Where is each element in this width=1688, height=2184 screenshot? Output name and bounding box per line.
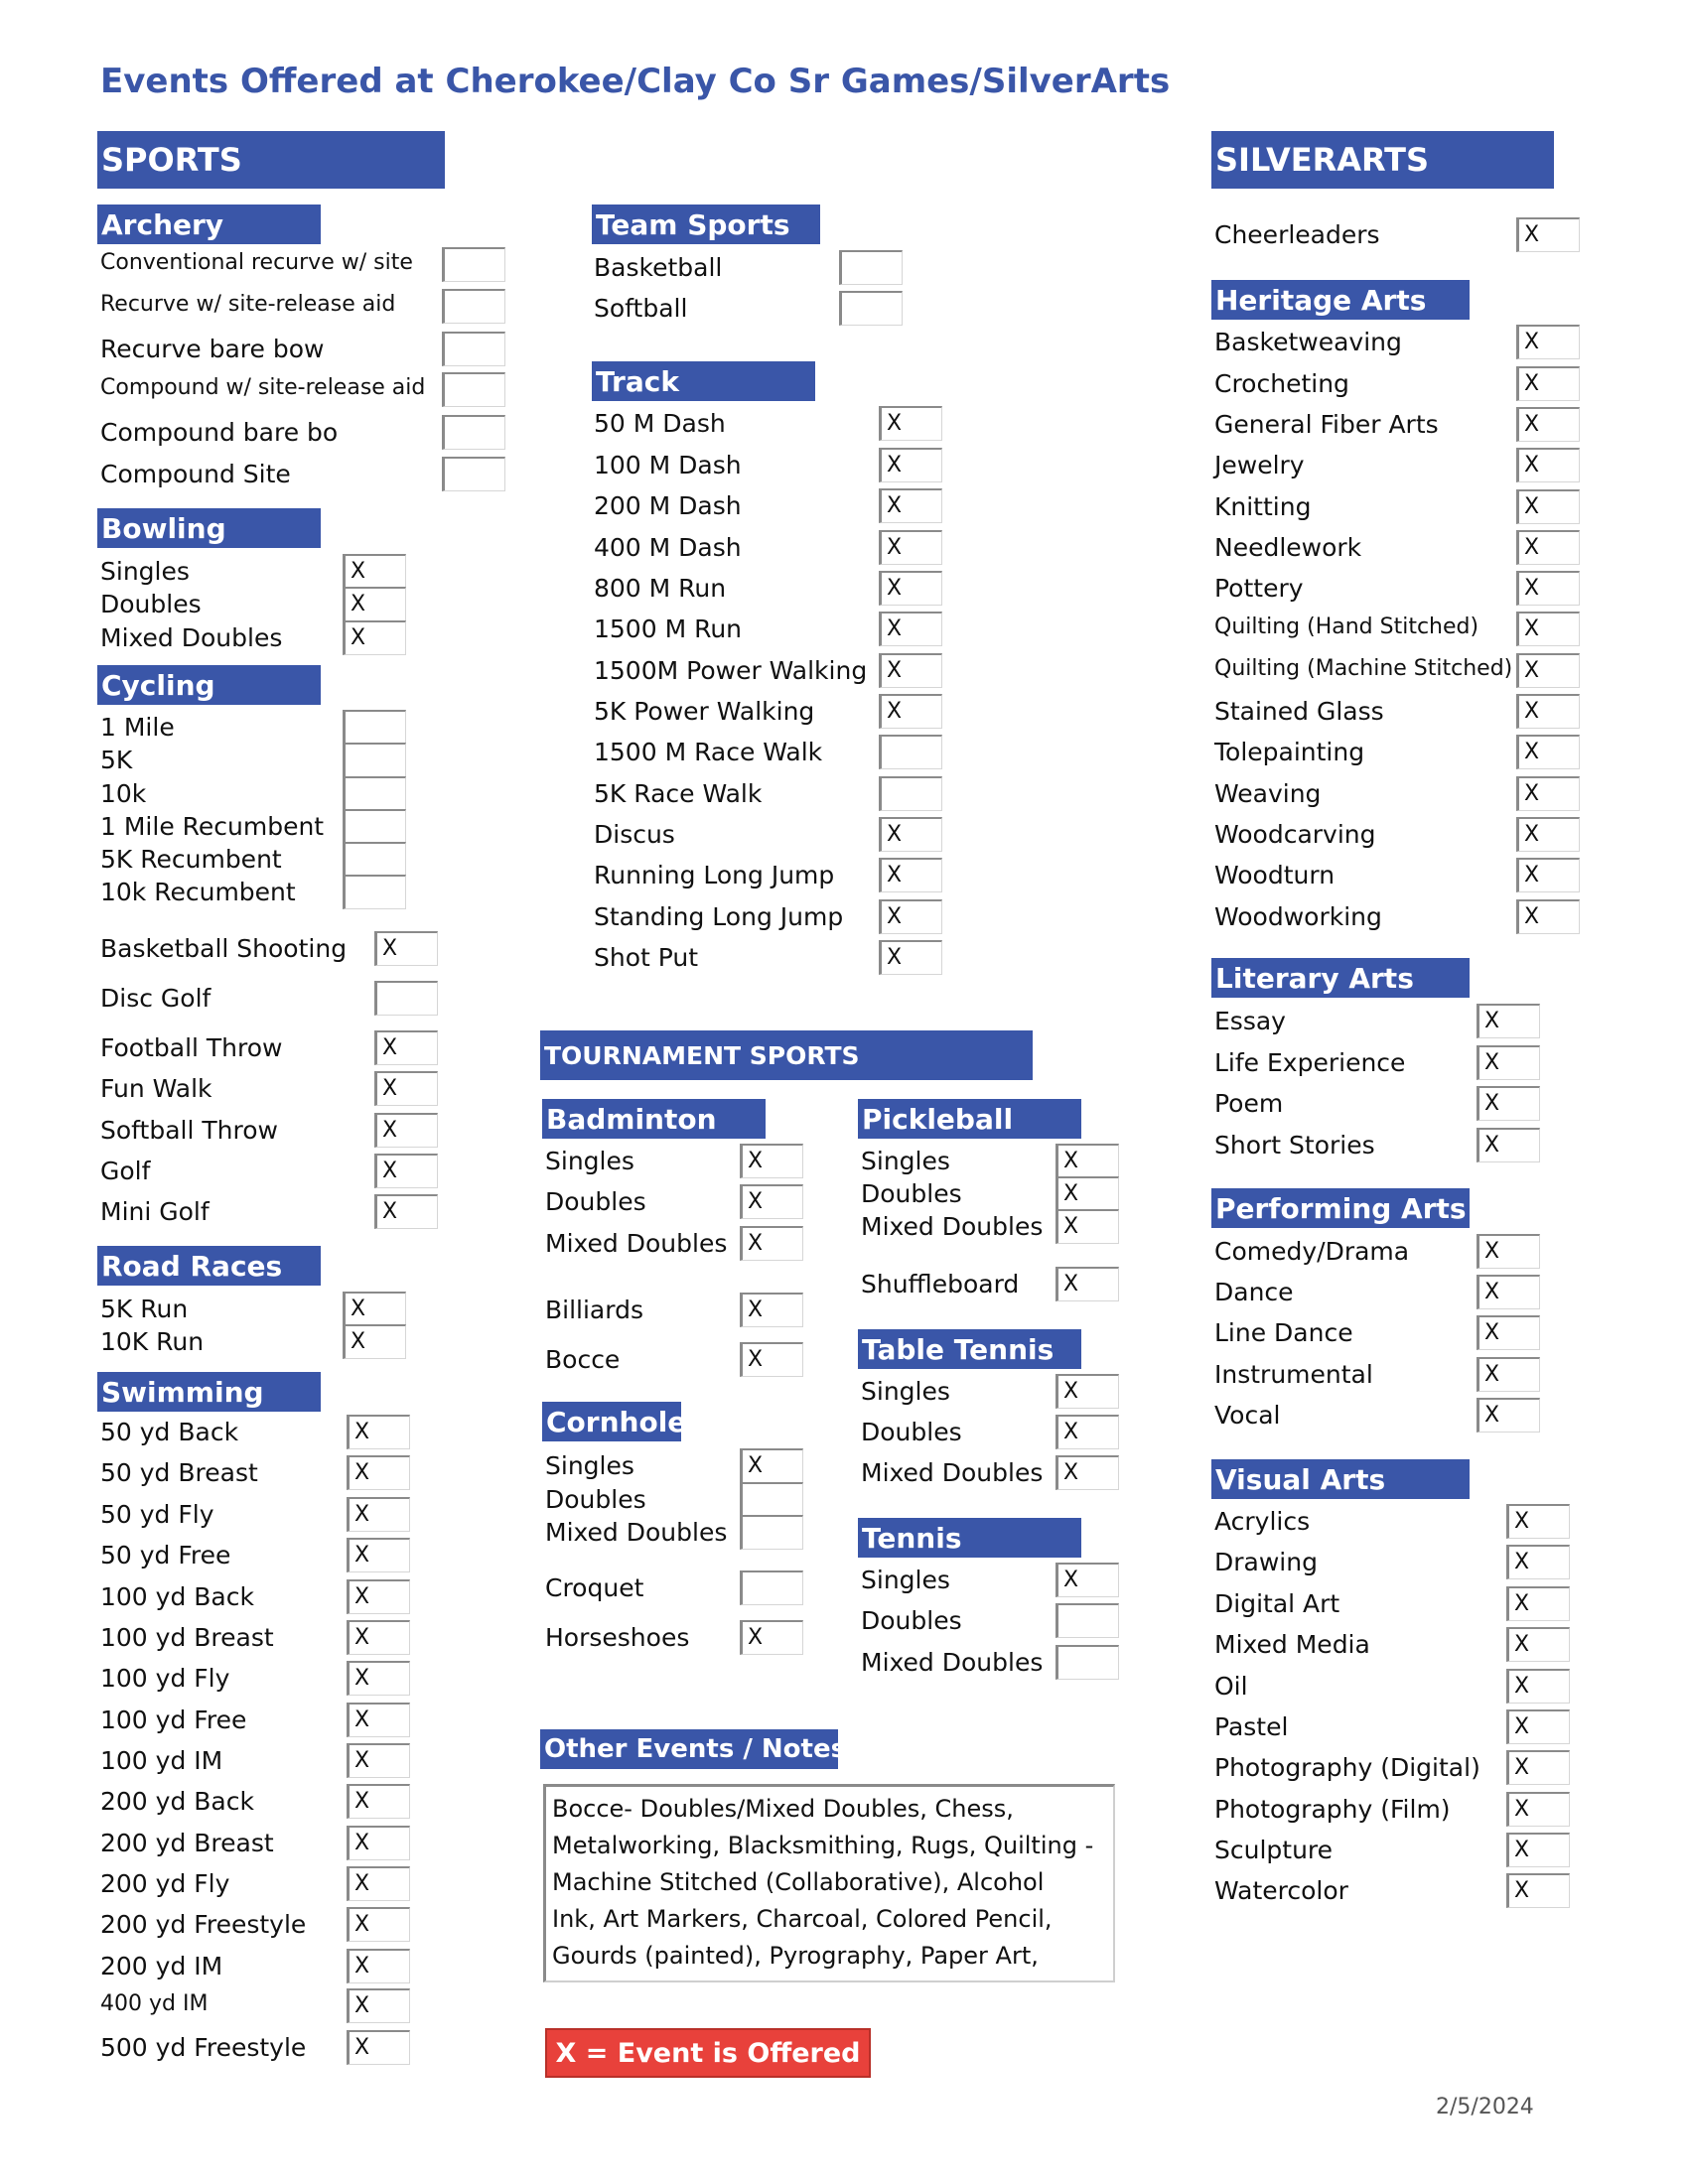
- event-label: 100 yd Back: [100, 1582, 254, 1611]
- event-checkbox-visual-arts-acrylics[interactable]: X: [1506, 1504, 1570, 1539]
- event-checkbox-performing-arts-line-dance[interactable]: X: [1477, 1315, 1540, 1350]
- event-checkbox-track-800-m-run[interactable]: X: [879, 571, 942, 606]
- event-checkbox-road-races-10k-run[interactable]: X: [343, 1324, 406, 1359]
- event-label: Compound bare bo: [100, 418, 339, 447]
- section-sports-header: SPORTS: [97, 131, 445, 189]
- event-label: 10k: [100, 779, 147, 808]
- document-date: 2/5/2024: [1436, 2095, 1534, 2119]
- event-label: Singles: [861, 1147, 950, 1175]
- event-checkbox-badminton-doubles[interactable]: X: [740, 1184, 803, 1219]
- group-header-heritage-arts: Heritage Arts: [1211, 280, 1470, 320]
- event-checkbox-archery-compound-site[interactable]: [442, 457, 505, 491]
- event-checkbox-swimming-100-yd-breast[interactable]: X: [347, 1620, 410, 1655]
- event-checkbox-archery-recurve-w-site-release-aid[interactable]: [442, 289, 505, 324]
- event-checkbox-misc-basketball-shooting[interactable]: X: [374, 931, 438, 966]
- event-checkbox-visual-arts-drawing[interactable]: X: [1506, 1545, 1570, 1579]
- event-label: Discus: [594, 820, 675, 849]
- event-label: 100 yd IM: [100, 1746, 223, 1775]
- event-label: Singles: [861, 1377, 950, 1406]
- event-label: Stained Glass: [1214, 697, 1384, 726]
- event-checkbox-swimming-500-yd-freestyle[interactable]: X: [347, 2030, 410, 2065]
- event-label: Crocheting: [1214, 369, 1349, 398]
- event-checkbox-billiards-bocce-billiards[interactable]: X: [740, 1293, 803, 1327]
- event-label: Disc Golf: [100, 984, 211, 1013]
- notes-line: Ink, Art Markers, Charcoal, Colored Pencil,: [552, 1905, 1053, 1933]
- event-checkbox-billiards-bocce-bocce[interactable]: X: [740, 1342, 803, 1377]
- event-label: Instrumental: [1214, 1360, 1373, 1389]
- event-label: Mini Golf: [100, 1197, 210, 1226]
- event-checkbox-table-tennis-mixed-doubles[interactable]: X: [1055, 1455, 1119, 1490]
- notes-line: Metalworking, Blacksmithing, Rugs, Quilting -: [552, 1832, 1094, 1859]
- event-label: Woodworking: [1214, 902, 1382, 931]
- event-checkbox-swimming-50-yd-back[interactable]: X: [347, 1415, 410, 1449]
- notes-line: Bocce- Doubles/Mixed Doubles, Chess,: [552, 1795, 1014, 1823]
- event-checkbox-table-tennis-singles[interactable]: X: [1055, 1374, 1119, 1409]
- event-label: Basketball: [594, 253, 723, 282]
- event-label: 100 yd Fly: [100, 1664, 230, 1693]
- event-label: General Fiber Arts: [1214, 410, 1439, 439]
- event-label: Watercolor: [1214, 1876, 1348, 1905]
- event-checkbox-archery-compound-bare-bo[interactable]: [442, 415, 505, 450]
- event-checkbox-track-1500-m-run[interactable]: X: [879, 612, 942, 646]
- group-header-pickleball: Pickleball: [858, 1099, 1081, 1139]
- event-label: 200 yd Fly: [100, 1869, 230, 1898]
- event-checkbox-cycling-5k-recumbent[interactable]: [343, 842, 406, 877]
- event-checkbox-heritage-arts-woodworking[interactable]: X: [1516, 899, 1580, 934]
- event-label: Doubles: [545, 1187, 646, 1216]
- event-checkbox-literary-arts-life-experience[interactable]: X: [1477, 1045, 1540, 1080]
- event-label: 50 yd Back: [100, 1418, 239, 1446]
- event-label: Knitting: [1214, 492, 1312, 521]
- event-label: Quilting (Hand Stitched): [1214, 614, 1479, 639]
- group-header-cornhole: Cornhole: [542, 1402, 681, 1441]
- event-label: 500 yd Freestyle: [100, 2033, 307, 2062]
- event-label: Running Long Jump: [594, 861, 835, 889]
- group-header-swimming: Swimming: [97, 1372, 321, 1412]
- event-label: Recurve w/ site-release aid: [100, 292, 396, 317]
- event-checkbox-swimming-200-yd-back[interactable]: X: [347, 1784, 410, 1819]
- event-label: Cheerleaders: [1214, 220, 1380, 249]
- event-label: 200 M Dash: [594, 491, 742, 520]
- event-checkbox-misc-mini-golf[interactable]: X: [374, 1194, 438, 1229]
- event-label: Line Dance: [1214, 1318, 1353, 1347]
- notes-line: Machine Stitched (Collaborative), Alcohol: [552, 1868, 1045, 1896]
- event-checkbox-croquet-horseshoes-croquet[interactable]: [740, 1570, 803, 1605]
- section-silverarts-header: SILVERARTS: [1211, 131, 1554, 189]
- event-checkbox-heritage-arts-basketweaving[interactable]: X: [1516, 325, 1580, 359]
- group-header-table-tennis: Table Tennis: [858, 1329, 1081, 1369]
- event-checkbox-literary-arts-short-stories[interactable]: X: [1477, 1128, 1540, 1162]
- event-checkbox-swimming-50-yd-free[interactable]: X: [347, 1538, 410, 1572]
- event-label: Quilting (Machine Stitched): [1214, 656, 1513, 681]
- event-checkbox-swimming-200-yd-breast[interactable]: X: [347, 1826, 410, 1860]
- event-label: Weaving: [1214, 779, 1322, 808]
- event-label: Croquet: [545, 1573, 644, 1602]
- group-header-tennis: Tennis: [858, 1518, 1081, 1558]
- event-label: Golf: [100, 1157, 151, 1185]
- event-checkbox-heritage-arts-pottery[interactable]: X: [1516, 571, 1580, 606]
- event-label: Compound Site: [100, 460, 291, 488]
- event-label: 5K Run: [100, 1295, 189, 1323]
- event-checkbox-swimming-100-yd-back[interactable]: X: [347, 1579, 410, 1614]
- event-checkbox-pickleball-doubles[interactable]: X: [1055, 1176, 1119, 1211]
- event-label: 1500M Power Walking: [594, 656, 868, 685]
- event-label: 200 yd IM: [100, 1952, 223, 1980]
- event-label: Mixed Doubles: [861, 1458, 1044, 1487]
- event-checkbox-visual-arts-mixed-media[interactable]: X: [1506, 1627, 1570, 1662]
- event-checkbox-visual-arts-photography-digital[interactable]: X: [1506, 1750, 1570, 1785]
- notes-line: Gourds (painted), Pyrography, Paper Art,: [552, 1942, 1039, 1970]
- event-checkbox-track-1500m-power-walking[interactable]: X: [879, 653, 942, 688]
- event-label: Doubles: [861, 1606, 962, 1635]
- event-label: Vocal: [1214, 1401, 1281, 1430]
- event-checkbox-track-100-m-dash[interactable]: X: [879, 448, 942, 482]
- event-label: Bocce: [545, 1345, 621, 1374]
- event-checkbox-heritage-arts-knitting[interactable]: X: [1516, 489, 1580, 524]
- event-checkbox-track-shot-put[interactable]: X: [879, 940, 942, 975]
- event-label: Basketweaving: [1214, 328, 1402, 356]
- event-checkbox-literary-arts-essay[interactable]: X: [1477, 1004, 1540, 1038]
- event-checkbox-tennis-mixed-doubles[interactable]: [1055, 1645, 1119, 1680]
- event-label: Conventional recurve w/ site: [100, 250, 413, 275]
- event-checkbox-heritage-arts-crocheting[interactable]: X: [1516, 366, 1580, 401]
- event-label: 100 yd Free: [100, 1706, 247, 1734]
- event-label: Fun Walk: [100, 1074, 212, 1103]
- event-checkbox-misc-fun-walk[interactable]: X: [374, 1071, 438, 1106]
- event-label: Mixed Doubles: [861, 1212, 1044, 1241]
- event-label: Life Experience: [1214, 1048, 1406, 1077]
- event-checkbox-track-5k-power-walking[interactable]: X: [879, 694, 942, 729]
- event-checkbox-track-200-m-dash[interactable]: X: [879, 488, 942, 523]
- event-label: Singles: [545, 1147, 634, 1175]
- event-checkbox-cycling-1-mile-recumbent[interactable]: [343, 809, 406, 844]
- event-checkbox-track-400-m-dash[interactable]: X: [879, 530, 942, 565]
- event-checkbox-performing-arts-dance[interactable]: X: [1477, 1275, 1540, 1309]
- event-label: 5K Power Walking: [594, 697, 815, 726]
- page-title: Events Offered at Cherokee/Clay Co Sr Games/SilverArts: [100, 62, 1171, 101]
- event-label: Pottery: [1214, 574, 1304, 603]
- event-label: Short Stories: [1214, 1131, 1375, 1160]
- event-checkbox-swimming-400-yd-im[interactable]: X: [347, 1988, 410, 2023]
- event-checkbox-literary-arts-poem[interactable]: X: [1477, 1086, 1540, 1121]
- event-label: Singles: [861, 1566, 950, 1594]
- event-label: 800 M Run: [594, 574, 727, 603]
- event-label: Basketball Shooting: [100, 934, 348, 963]
- event-label: Poem: [1214, 1089, 1284, 1118]
- event-label: Pastel: [1214, 1712, 1289, 1741]
- event-checkbox-misc-football-throw[interactable]: X: [374, 1030, 438, 1065]
- event-label: Softball Throw: [100, 1116, 278, 1145]
- event-label: Acrylics: [1214, 1507, 1311, 1536]
- event-checkbox-cycling-10k[interactable]: [343, 776, 406, 811]
- event-checkbox-track-5k-race-walk[interactable]: [879, 776, 942, 811]
- event-checkbox-swimming-50-yd-fly[interactable]: X: [347, 1497, 410, 1532]
- event-checkbox-visual-arts-digital-art[interactable]: X: [1506, 1586, 1570, 1621]
- group-header-cycling: Cycling: [97, 665, 321, 705]
- event-label: Doubles: [100, 590, 202, 618]
- event-label: 100 yd Breast: [100, 1623, 274, 1652]
- event-checkbox-swimming-50-yd-breast[interactable]: X: [347, 1455, 410, 1490]
- event-label: Oil: [1214, 1672, 1248, 1701]
- event-checkbox-pickleball-mixed-doubles[interactable]: X: [1055, 1209, 1119, 1244]
- event-label: 400 M Dash: [594, 533, 742, 562]
- event-checkbox-bowling-doubles[interactable]: X: [343, 587, 406, 621]
- event-checkbox-heritage-arts-woodcarving[interactable]: X: [1516, 817, 1580, 852]
- event-checkbox-heritage-arts-quilting-machine-stitched[interactable]: X: [1516, 653, 1580, 688]
- event-checkbox-performing-arts-vocal[interactable]: X: [1477, 1398, 1540, 1433]
- event-checkbox-cycling-10k-recumbent[interactable]: [343, 875, 406, 909]
- notes-header: Other Events / Notes: [540, 1729, 838, 1769]
- legend-badge: X = Event is Offered: [545, 2028, 871, 2078]
- event-label: Shot Put: [594, 943, 699, 972]
- event-label: 100 M Dash: [594, 451, 742, 479]
- event-label: Mixed Doubles: [545, 1518, 728, 1547]
- event-checkbox-bowling-singles[interactable]: X: [343, 554, 406, 589]
- group-header-track: Track: [592, 361, 815, 401]
- event-checkbox-heritage-arts-needlework[interactable]: X: [1516, 530, 1580, 565]
- event-label: Comedy/Drama: [1214, 1237, 1410, 1266]
- event-label: Shuffleboard: [861, 1270, 1020, 1298]
- event-checkbox-shuffleboard-shuffleboard[interactable]: X: [1055, 1267, 1119, 1301]
- event-label: Mixed Doubles: [545, 1229, 728, 1258]
- event-checkbox-pickleball-singles[interactable]: X: [1055, 1144, 1119, 1178]
- event-checkbox-tennis-singles[interactable]: X: [1055, 1563, 1119, 1597]
- event-checkbox-team-sports-basketball[interactable]: [839, 250, 903, 285]
- event-checkbox-cornhole-doubles[interactable]: [740, 1482, 803, 1517]
- event-checkbox-performing-arts-instrumental[interactable]: X: [1477, 1357, 1540, 1392]
- event-checkbox-road-races-5k-run[interactable]: X: [343, 1292, 406, 1326]
- event-label: 400 yd IM: [100, 1991, 209, 2016]
- event-label: Recurve bare bow: [100, 335, 325, 363]
- event-label: Doubles: [861, 1179, 962, 1208]
- event-label: Woodturn: [1214, 861, 1336, 889]
- event-checkbox-swimming-200-yd-fly[interactable]: X: [347, 1866, 410, 1901]
- event-checkbox-badminton-singles[interactable]: X: [740, 1144, 803, 1178]
- event-label: 1 Mile: [100, 713, 175, 742]
- event-label: Standing Long Jump: [594, 902, 844, 931]
- event-label: 10K Run: [100, 1327, 205, 1356]
- event-label: 1500 M Race Walk: [594, 738, 823, 766]
- event-label: Drawing: [1214, 1548, 1318, 1576]
- group-header-badminton: Badminton: [542, 1099, 766, 1139]
- event-label: Jewelry: [1214, 451, 1305, 479]
- event-label: 5K: [100, 746, 133, 774]
- group-header-team-sports: Team Sports: [592, 205, 820, 244]
- event-checkbox-track-discus[interactable]: X: [879, 817, 942, 852]
- event-checkbox-swimming-200-yd-im[interactable]: X: [347, 1949, 410, 1983]
- event-checkbox-visual-arts-watercolor[interactable]: X: [1506, 1873, 1570, 1908]
- event-checkbox-visual-arts-photography-film[interactable]: X: [1506, 1792, 1570, 1827]
- event-label: 50 M Dash: [594, 409, 726, 438]
- event-checkbox-cycling-1-mile[interactable]: [343, 710, 406, 745]
- event-checkbox-cornhole-singles[interactable]: X: [740, 1448, 803, 1483]
- event-checkbox-tennis-doubles[interactable]: [1055, 1603, 1119, 1638]
- event-checkbox-cornhole-mixed-doubles[interactable]: [740, 1515, 803, 1550]
- event-label: Compound w/ site-release aid: [100, 375, 426, 400]
- event-checkbox-swimming-100-yd-free[interactable]: X: [347, 1703, 410, 1737]
- event-checkbox-track-running-long-jump[interactable]: X: [879, 858, 942, 892]
- event-label: Mixed Media: [1214, 1630, 1370, 1659]
- event-checkbox-heritage-arts-weaving[interactable]: X: [1516, 776, 1580, 811]
- event-label: Singles: [100, 557, 190, 586]
- event-label: Billiards: [545, 1296, 643, 1324]
- event-checkbox-track-50-m-dash[interactable]: X: [879, 406, 942, 441]
- event-checkbox-performing-arts-comedy-drama[interactable]: X: [1477, 1234, 1540, 1269]
- event-checkbox-heritage-arts-general-fiber-arts[interactable]: X: [1516, 407, 1580, 442]
- event-label: Woodcarving: [1214, 820, 1376, 849]
- group-header-road-races: Road Races: [97, 1246, 321, 1286]
- event-label: Essay: [1214, 1007, 1286, 1035]
- event-checkbox-archery-recurve-bare-bow[interactable]: [442, 332, 505, 366]
- event-label: 50 yd Breast: [100, 1458, 258, 1487]
- event-checkbox-misc-golf[interactable]: X: [374, 1154, 438, 1188]
- event-label: Mixed Doubles: [100, 623, 283, 652]
- event-checkbox-track-standing-long-jump[interactable]: X: [879, 899, 942, 934]
- group-header-bowling: Bowling: [97, 508, 321, 548]
- group-header-visual-arts: Visual Arts: [1211, 1459, 1470, 1499]
- event-label: 50 yd Fly: [100, 1500, 214, 1529]
- event-checkbox-heritage-arts-tolepainting[interactable]: X: [1516, 735, 1580, 769]
- event-checkbox-swimming-100-yd-im[interactable]: X: [347, 1743, 410, 1778]
- event-checkbox-heritage-arts-quilting-hand-stitched[interactable]: X: [1516, 612, 1580, 646]
- event-label: 200 yd Freestyle: [100, 1910, 307, 1939]
- event-checkbox-swimming-200-yd-freestyle[interactable]: X: [347, 1907, 410, 1942]
- event-checkbox-croquet-horseshoes-horseshoes[interactable]: X: [740, 1620, 803, 1655]
- event-checkbox-heritage-arts-stained-glass[interactable]: X: [1516, 694, 1580, 729]
- event-checkbox-misc-disc-golf[interactable]: [374, 981, 438, 1016]
- event-label: 10k Recumbent: [100, 878, 296, 906]
- event-checkbox-swimming-100-yd-fly[interactable]: X: [347, 1661, 410, 1696]
- event-checkbox-visual-arts-pastel[interactable]: X: [1506, 1709, 1570, 1744]
- section-tournament-header: TOURNAMENT SPORTS: [540, 1030, 1033, 1080]
- event-checkbox-cheer-cheerleaders[interactable]: X: [1516, 217, 1580, 252]
- event-label: Sculpture: [1214, 1836, 1334, 1864]
- notes-box: [543, 1784, 1115, 1982]
- event-checkbox-table-tennis-doubles[interactable]: X: [1055, 1415, 1119, 1449]
- event-checkbox-visual-arts-oil[interactable]: X: [1506, 1669, 1570, 1704]
- event-checkbox-visual-arts-sculpture[interactable]: X: [1506, 1833, 1570, 1867]
- event-label: Digital Art: [1214, 1589, 1340, 1618]
- event-label: Needlework: [1214, 533, 1362, 562]
- group-header-performing-arts: Performing Arts: [1211, 1188, 1470, 1228]
- event-checkbox-heritage-arts-woodturn[interactable]: X: [1516, 858, 1580, 892]
- event-label: 1500 M Run: [594, 614, 743, 643]
- event-checkbox-misc-softball-throw[interactable]: X: [374, 1113, 438, 1148]
- event-label: Photography (Digital): [1214, 1753, 1480, 1782]
- event-label: 5K Recumbent: [100, 845, 282, 874]
- event-label: 50 yd Free: [100, 1541, 231, 1570]
- event-label: 200 yd Breast: [100, 1829, 274, 1857]
- event-checkbox-track-1500-m-race-walk[interactable]: [879, 735, 942, 769]
- event-label: Photography (Film): [1214, 1795, 1451, 1824]
- event-label: 5K Race Walk: [594, 779, 763, 808]
- event-checkbox-team-sports-softball[interactable]: [839, 291, 903, 326]
- event-checkbox-cycling-5k[interactable]: [343, 743, 406, 777]
- event-label: Singles: [545, 1451, 634, 1480]
- event-checkbox-bowling-mixed-doubles[interactable]: X: [343, 620, 406, 655]
- event-label: 1 Mile Recumbent: [100, 812, 325, 841]
- event-label: Doubles: [545, 1485, 646, 1514]
- group-header-literary-arts: Literary Arts: [1211, 958, 1470, 998]
- event-label: 200 yd Back: [100, 1787, 254, 1816]
- event-label: Tolepainting: [1214, 738, 1365, 766]
- event-checkbox-archery-compound-w-site-release-aid[interactable]: [442, 372, 505, 407]
- event-label: Horseshoes: [545, 1623, 690, 1652]
- event-label: Football Throw: [100, 1033, 283, 1062]
- event-label: Dance: [1214, 1278, 1294, 1306]
- event-checkbox-archery-conventional-recurve-w-site[interactable]: [442, 247, 505, 282]
- event-label: Softball: [594, 294, 688, 323]
- event-label: Doubles: [861, 1418, 962, 1446]
- event-checkbox-badminton-mixed-doubles[interactable]: X: [740, 1226, 803, 1261]
- group-header-archery: Archery: [97, 205, 321, 244]
- event-label: Mixed Doubles: [861, 1648, 1044, 1677]
- event-checkbox-heritage-arts-jewelry[interactable]: X: [1516, 448, 1580, 482]
